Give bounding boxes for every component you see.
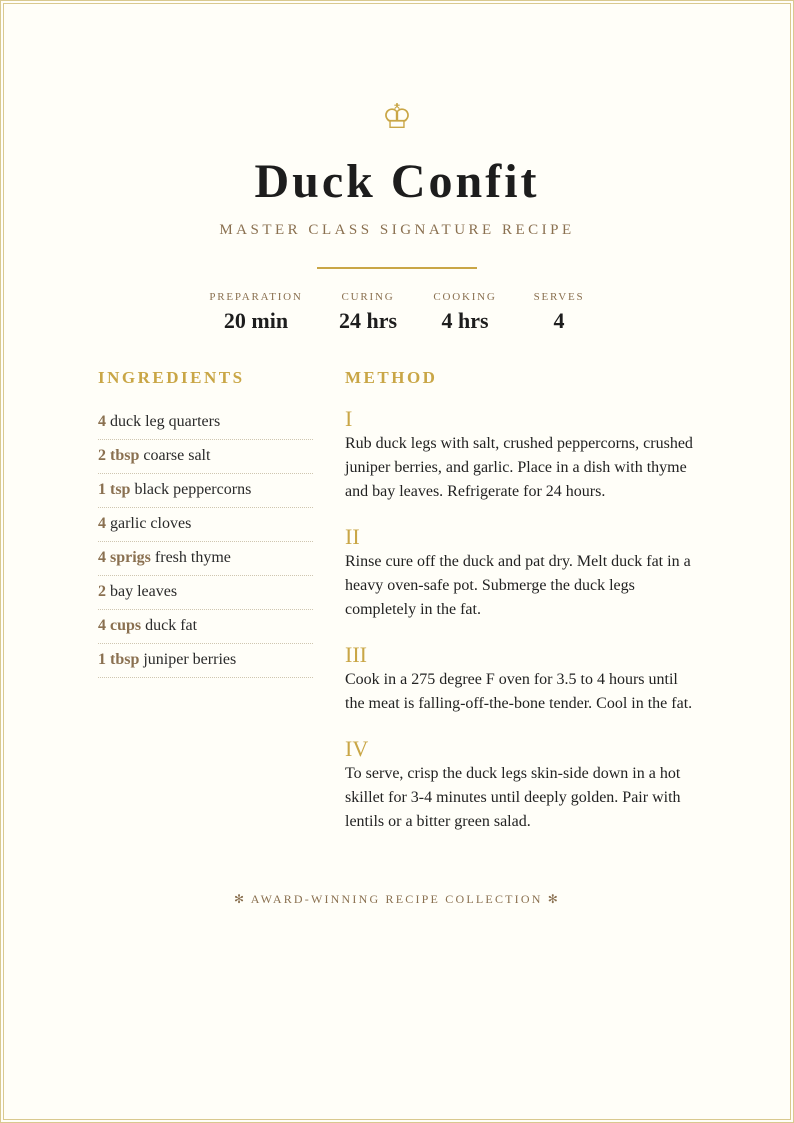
stat-value: 24 hrs [338,308,398,333]
list-item [98,610,313,644]
ingredient-qty: 4 cups [98,617,142,634]
method-step [345,642,700,716]
method-steps [345,406,700,854]
ingredient-name: bay leaves [110,583,178,600]
ingredient-name: coarse salt [143,447,211,464]
list-item [98,406,313,440]
method-step [345,736,700,834]
step-text: Cook in a 275 degree F oven for 3.5 to 4 hours until the meat is falling-off-the-bone tender. Cool in the fat. [345,671,693,712]
list-item [98,440,313,474]
ingredient-qty: 1 tsp [98,481,131,498]
step-number: I [345,406,353,431]
stat-label: CURING [341,291,395,303]
stat-value: 4 [553,308,565,333]
method-step [345,524,700,622]
ingredient-name: juniper berries [143,651,237,668]
step-text: To serve, crisp the duck legs skin-side down in a hot skillet for 3-4 minutes until deeply golden. Pair with lentils or a bitter green salad. [345,765,681,830]
ingredient-name: garlic cloves [110,515,192,532]
ingredients-list [98,406,313,678]
step-number: III [345,642,367,667]
header-divider [317,267,477,269]
step-text: Rub duck legs with salt, crushed peppercorns, crushed juniper berries, and garlic. Place in a dish with thyme and bay leaves. Refrigerate for 24 hours. [345,435,693,500]
step-number: IV [345,736,369,761]
ingredient-qty: 4 sprigs [98,549,151,566]
recipe-title: Duck Confit [254,155,540,208]
ingredient-qty: 4 [98,515,106,532]
list-item [98,576,313,610]
stat-label: PREPARATION [209,291,303,303]
ingredient-name: black peppercorns [134,481,252,498]
method-heading: METHOD [345,368,438,387]
ingredient-name: duck fat [145,617,198,634]
stat-serves [499,290,619,336]
stat-label: SERVES [533,291,585,303]
list-item [98,474,313,508]
stat-preparation [196,290,316,336]
ingredients-heading: INGREDIENTS [98,368,245,387]
ingredient-name: duck leg quarters [110,413,221,430]
stat-label: COOKING [433,291,497,303]
list-item [98,542,313,576]
ingredient-qty: 2 tbsp [98,447,140,464]
stat-value: 20 min [223,308,289,333]
step-text: Rinse cure off the duck and pat dry. Melt duck fat in a heavy oven-safe pot. Submerge the duck legs completely in the fat. [345,553,691,618]
ingredient-qty: 2 [98,583,106,600]
recipe-subtitle: MASTER CLASS SIGNATURE RECIPE [219,222,575,238]
step-number: II [345,524,360,549]
footer-tagline: ✻ AWARD-WINNING RECIPE COLLECTION ✻ [233,892,561,906]
stat-value: 4 hrs [441,308,489,333]
recipe-stats [0,290,794,340]
method-step [345,406,700,504]
list-item [98,508,313,542]
crown-icon: ♔ [381,99,413,136]
ingredient-qty: 4 [98,413,106,430]
ingredient-name: fresh thyme [154,549,231,566]
list-item [98,644,313,678]
ingredient-qty: 1 tbsp [98,651,140,668]
